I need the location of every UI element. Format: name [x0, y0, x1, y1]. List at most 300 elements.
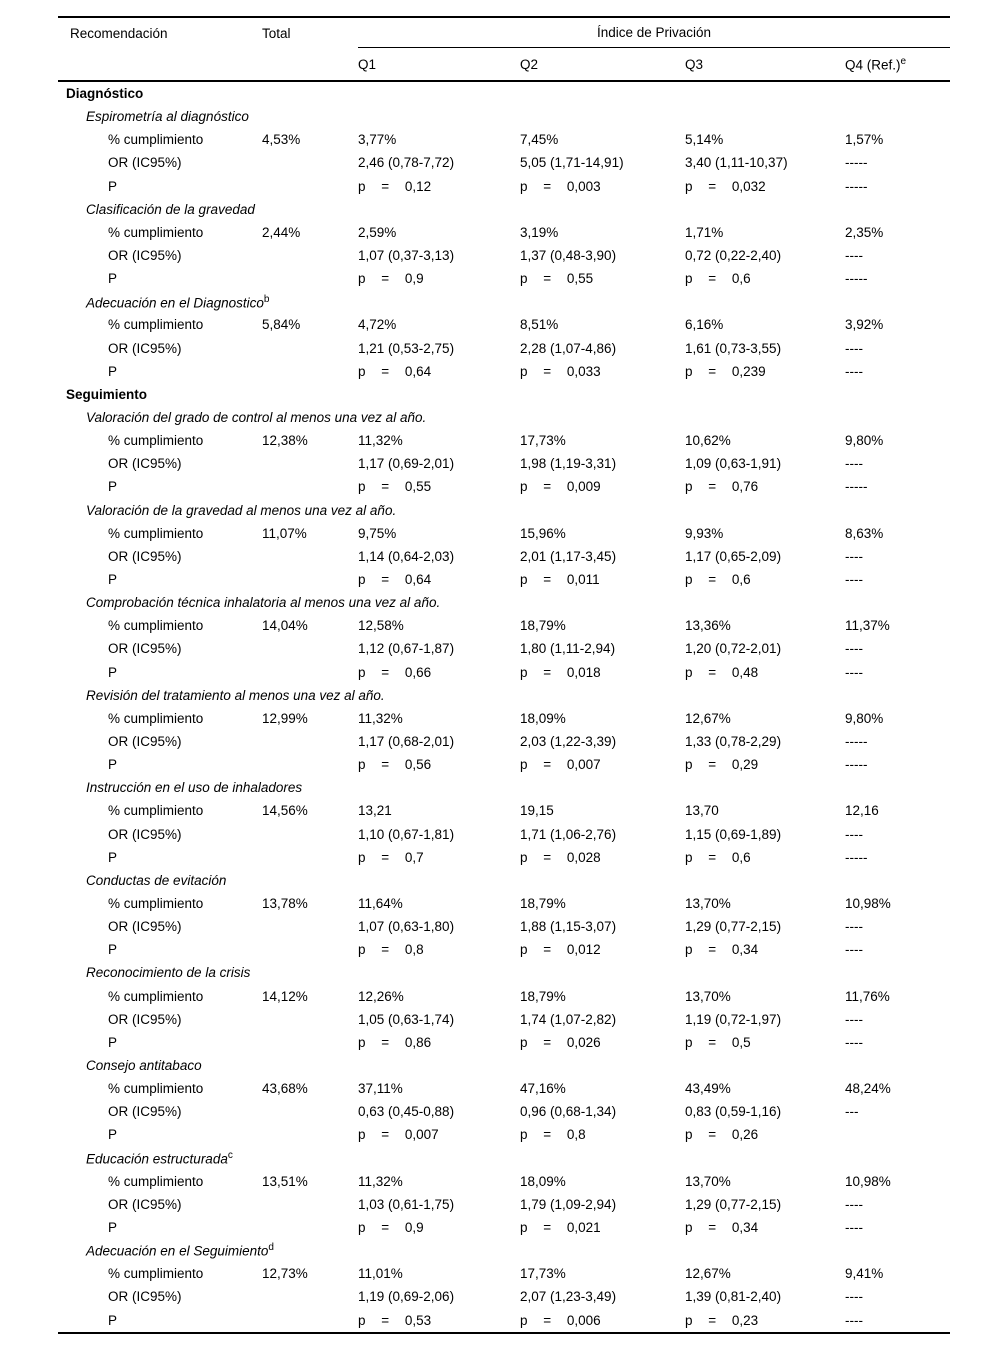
q3-cell: 13,36% — [685, 618, 731, 634]
row-label: P — [108, 363, 118, 379]
q2-cell: 18,79% — [520, 988, 566, 1004]
q3-cell: 10,62% — [685, 433, 731, 449]
q2-cell: 5,05 (1,71-14,91) — [520, 155, 624, 171]
row-label: OR (IC95%) — [108, 155, 182, 171]
table-row — [58, 128, 950, 151]
q4-cell: ---- — [845, 1196, 863, 1212]
table-row — [58, 313, 950, 336]
table-row — [58, 452, 950, 475]
table-row — [58, 1008, 950, 1031]
row-label: OR (IC95%) — [108, 548, 182, 564]
table-row — [58, 1031, 950, 1054]
item-row — [58, 198, 950, 221]
table-row — [58, 475, 950, 498]
table-row — [58, 1262, 950, 1285]
table-header-row-2 — [58, 48, 950, 80]
q2-cell: p = 0,009 — [520, 479, 601, 495]
table-row — [58, 568, 950, 591]
item-name-superscript: d — [268, 1242, 274, 1254]
row-label: % cumplimiento — [108, 1081, 204, 1097]
item-name — [58, 202, 950, 217]
q3-cell: 13,70% — [685, 895, 731, 911]
q3-cell: 0,72 (0,22-2,40) — [685, 248, 782, 264]
q4-cell: ---- — [845, 1219, 863, 1235]
item-name — [58, 965, 950, 980]
q4-cell: ----- — [845, 155, 868, 171]
q4-cell: 10,98% — [845, 895, 891, 911]
table-row — [58, 429, 950, 452]
row-label: % cumplimiento — [108, 618, 204, 634]
total-cell: 14,56% — [262, 803, 308, 819]
q4-cell: ---- — [845, 1034, 863, 1050]
q1-cell: p = 0,53 — [358, 1312, 432, 1328]
q1-cell: 4,72% — [358, 317, 397, 333]
header-q3 — [685, 57, 845, 72]
item-row — [58, 1054, 950, 1077]
q1-cell: p = 0,64 — [358, 572, 432, 588]
row-label: OR (IC95%) — [108, 1289, 182, 1305]
q1-cell: 37,11% — [358, 1081, 403, 1097]
q4-cell: ---- — [845, 340, 863, 356]
q4-cell: ---- — [845, 919, 863, 935]
q4-cell: ---- — [845, 664, 863, 680]
q4-cell: 9,80% — [845, 433, 884, 449]
q1-cell: p = 0,9 — [358, 1219, 424, 1235]
q1-cell: 1,07 (0,63-1,80) — [358, 919, 455, 935]
q1-cell: 11,01% — [358, 1266, 403, 1282]
q2-cell: 1,71 (1,06-2,76) — [520, 826, 617, 842]
section-title: Diagnóstico — [66, 86, 144, 102]
table-row — [58, 730, 950, 753]
row-label: % cumplimiento — [108, 710, 204, 726]
header-q1 — [358, 57, 520, 72]
row-label: % cumplimiento — [108, 224, 204, 240]
q4-cell: ---- — [845, 641, 863, 657]
q1-cell: p = 0,64 — [358, 363, 432, 379]
table-row — [58, 614, 950, 637]
total-cell: 43,68% — [262, 1081, 308, 1097]
q1-cell: 11,32% — [358, 710, 403, 726]
section-row — [58, 383, 950, 406]
table-row — [58, 244, 950, 267]
q3-cell: 9,93% — [685, 525, 724, 541]
table-row — [58, 846, 950, 869]
q2-cell: p = 0,012 — [520, 942, 601, 958]
q1-cell: 1,17 (0,69-2,01) — [358, 456, 455, 472]
total-cell: 2,44% — [262, 224, 301, 240]
q1-cell: 11,64% — [358, 895, 403, 911]
q2-cell: 15,96% — [520, 525, 566, 541]
q2-cell: 17,73% — [520, 1266, 566, 1282]
header-q2-label: Q2 — [520, 56, 539, 72]
q3-cell: 1,71% — [685, 224, 724, 240]
table-row — [58, 1123, 950, 1146]
q4-cell: ---- — [845, 248, 863, 264]
table-row — [58, 221, 950, 244]
q1-cell: 1,07 (0,37-3,13) — [358, 248, 455, 264]
header-q4-label: Q4 (Ref.) — [845, 57, 901, 73]
table-row — [58, 892, 950, 915]
total-cell: 12,38% — [262, 433, 308, 449]
q1-cell: p = 0,66 — [358, 664, 432, 680]
q3-cell: 13,70% — [685, 988, 731, 1004]
table-body — [58, 82, 950, 1332]
q3-cell: 0,83 (0,59-1,16) — [685, 1104, 782, 1120]
table-row — [58, 915, 950, 938]
row-label: OR (IC95%) — [108, 826, 182, 842]
item-name — [58, 1058, 950, 1073]
q3-cell: 1,20 (0,72-2,01) — [685, 641, 782, 657]
q2-cell: 2,07 (1,23-3,49) — [520, 1289, 617, 1305]
item-name — [58, 1150, 950, 1167]
row-label: P — [108, 1127, 118, 1143]
table-row — [58, 661, 950, 684]
total-cell: 12,99% — [262, 710, 308, 726]
q3-cell: 5,14% — [685, 132, 724, 148]
item-row — [58, 684, 950, 707]
q4-cell: ---- — [845, 1011, 863, 1027]
row-label: % cumplimiento — [108, 317, 204, 333]
q4-cell: 3,92% — [845, 317, 884, 333]
row-label: P — [108, 757, 118, 773]
q4-cell: 10,98% — [845, 1173, 891, 1189]
q1-cell: p = 0,86 — [358, 1034, 432, 1050]
total-cell: 4,53% — [262, 132, 301, 148]
table-bottom-rule — [58, 1332, 950, 1334]
item-name — [58, 595, 950, 610]
q2-cell: p = 0,011 — [520, 572, 600, 588]
item-row — [58, 869, 950, 892]
total-cell: 14,12% — [262, 988, 308, 1004]
row-label: OR (IC95%) — [108, 248, 182, 264]
header-q2 — [520, 57, 685, 72]
item-row — [58, 406, 950, 429]
item-row — [58, 591, 950, 614]
item-name-text: Adecuación en el Seguimiento — [86, 1243, 269, 1259]
q1-cell: 2,46 (0,78-7,72) — [358, 155, 455, 171]
q2-cell: 1,98 (1,19-3,31) — [520, 456, 617, 472]
item-name-text: Clasificación de la gravedad — [86, 201, 255, 217]
table-row — [58, 175, 950, 198]
q2-cell: 18,09% — [520, 710, 566, 726]
q4-cell: ----- — [845, 734, 868, 749]
row-label: % cumplimiento — [108, 1266, 204, 1282]
q2-cell: 47,16% — [520, 1081, 566, 1097]
row-label: P — [108, 178, 118, 194]
q4-cell: ---- — [845, 1312, 863, 1328]
row-label: P — [108, 572, 118, 588]
header-recommendation: Recomendación — [70, 25, 168, 41]
row-label: % cumplimiento — [108, 525, 204, 541]
q2-cell: 2,01 (1,17-3,45) — [520, 548, 617, 564]
total-cell: 13,51% — [262, 1173, 308, 1189]
q4-cell: 2,35% — [845, 224, 884, 240]
q4-cell: 48,24% — [845, 1081, 891, 1097]
q1-cell: 1,05 (0,63-1,74) — [358, 1011, 455, 1027]
row-label: OR (IC95%) — [108, 734, 182, 749]
q1-cell: 11,32% — [358, 433, 403, 449]
item-name-text: Reconocimiento de la crisis — [86, 965, 251, 981]
table-row — [58, 984, 950, 1007]
header-deprivation-index-group: Índice de Privación — [358, 18, 950, 48]
item-name-text: Conductas de evitación — [86, 872, 227, 888]
q2-cell: 1,88 (1,15-3,07) — [520, 919, 617, 935]
q3-cell: 13,70% — [685, 1173, 731, 1189]
q3-cell: 1,39 (0,81-2,40) — [685, 1289, 782, 1305]
item-name — [58, 109, 950, 124]
row-label: % cumplimiento — [108, 895, 204, 911]
item-name-text: Adecuación en el Diagnostico — [86, 295, 264, 311]
q3-cell: 1,19 (0,72-1,97) — [685, 1011, 782, 1027]
q3-cell: 1,33 (0,78-2,29) — [685, 734, 782, 749]
item-name — [58, 688, 950, 703]
item-name — [58, 294, 950, 311]
q2-cell: 0,96 (0,68-1,34) — [520, 1104, 617, 1120]
q3-cell: 1,17 (0,65-2,09) — [685, 548, 782, 564]
q3-cell: 1,15 (0,69-1,89) — [685, 826, 782, 842]
q2-cell: p = 0,026 — [520, 1034, 601, 1050]
q4-cell: ----- — [845, 849, 868, 865]
q2-cell: 17,73% — [520, 433, 566, 449]
total-cell: 11,07% — [262, 525, 307, 541]
q4-cell: 9,41% — [845, 1266, 884, 1282]
q4-cell: 11,76% — [845, 988, 890, 1004]
item-name-text: Revisión del tratamiento al menos una vez al año. — [86, 687, 385, 703]
header-q3-label: Q3 — [685, 56, 704, 72]
q2-cell: 8,51% — [520, 317, 559, 333]
section-title: Seguimiento — [66, 386, 148, 402]
table-row — [58, 267, 950, 290]
q1-cell: p = 0,007 — [358, 1127, 439, 1143]
row-label: OR (IC95%) — [108, 641, 182, 657]
table-row — [58, 151, 950, 174]
q2-cell: 18,79% — [520, 895, 566, 911]
q1-cell: 1,12 (0,67-1,87) — [358, 641, 455, 657]
item-name-text: Comprobación técnica inhalatoria al menos una vez al año. — [86, 595, 441, 611]
item-name — [58, 873, 950, 888]
item-row — [58, 776, 950, 799]
item-row — [58, 499, 950, 522]
row-label: P — [108, 1312, 118, 1328]
q2-cell: 7,45% — [520, 132, 559, 148]
q3-cell: p = 0,23 — [685, 1312, 759, 1328]
q2-cell: 18,09% — [520, 1173, 566, 1189]
item-name — [58, 1242, 950, 1259]
q3-cell: p = 0,6 — [685, 849, 751, 865]
header-total: Total — [262, 25, 291, 41]
table-row — [58, 799, 950, 822]
section-row — [58, 82, 950, 105]
q3-cell: 1,09 (0,63-1,91) — [685, 456, 782, 472]
item-name — [58, 780, 950, 795]
table-row — [58, 1100, 950, 1123]
q1-cell: 9,75% — [358, 525, 397, 541]
q1-cell: 11,32% — [358, 1173, 403, 1189]
q2-cell: 1,80 (1,11-2,94) — [520, 641, 616, 657]
q1-cell: p = 0,12 — [358, 178, 432, 194]
q4-cell: ---- — [845, 456, 863, 472]
q2-cell: 2,28 (1,07-4,86) — [520, 340, 617, 356]
q3-cell: p = 0,5 — [685, 1034, 751, 1050]
q3-cell: 43,49% — [685, 1081, 731, 1097]
q3-cell: p = 0,76 — [685, 479, 759, 495]
q3-cell: p = 0,29 — [685, 757, 759, 773]
q3-cell: 1,29 (0,77-2,15) — [685, 1196, 782, 1212]
q2-cell: 2,03 (1,22-3,39) — [520, 734, 617, 749]
q3-cell: p = 0,6 — [685, 271, 751, 287]
q2-cell: p = 0,006 — [520, 1312, 601, 1328]
item-name — [58, 503, 950, 518]
q4-cell: ----- — [845, 479, 868, 495]
item-row — [58, 290, 950, 313]
table-row — [58, 522, 950, 545]
q1-cell: 1,03 (0,61-1,75) — [358, 1196, 455, 1212]
q2-cell: p = 0,8 — [520, 1127, 586, 1143]
total-cell: 14,04% — [262, 618, 308, 634]
q4-cell: ---- — [845, 363, 863, 379]
q4-cell: --- — [845, 1104, 859, 1120]
q4-cell: ---- — [845, 826, 863, 842]
q2-cell: 19,15 — [520, 803, 554, 819]
item-name-superscript: b — [263, 293, 270, 305]
item-name-text: Valoración de la gravedad al menos una vez al año. — [86, 502, 397, 518]
q4-cell: ---- — [845, 942, 863, 958]
row-label: % cumplimiento — [108, 988, 204, 1004]
row-label: P — [108, 1034, 118, 1050]
row-label: P — [108, 664, 118, 680]
q2-cell: 18,79% — [520, 618, 566, 634]
item-row — [58, 961, 950, 984]
q3-cell: 1,29 (0,77-2,15) — [685, 919, 782, 935]
q2-cell: p = 0,021 — [520, 1219, 601, 1235]
q1-cell: 13,21 — [358, 803, 392, 819]
q4-cell: 11,37% — [845, 618, 890, 634]
header-q4 — [845, 56, 950, 73]
q3-cell: p = 0,239 — [685, 363, 766, 379]
item-name-superscript: c — [227, 1149, 233, 1161]
row-label: OR (IC95%) — [108, 1011, 182, 1027]
q3-cell: 6,16% — [685, 317, 724, 333]
item-name-text: Consejo antitabaco — [86, 1057, 202, 1073]
q3-cell: 12,67% — [685, 1266, 731, 1282]
row-label: P — [108, 942, 118, 958]
item-row — [58, 105, 950, 128]
q1-cell: p = 0,55 — [358, 479, 432, 495]
table-row — [58, 753, 950, 776]
q1-cell: 3,77% — [358, 132, 397, 148]
q2-cell: p = 0,55 — [520, 271, 594, 287]
row-label: P — [108, 849, 118, 865]
row-label: OR (IC95%) — [108, 456, 182, 472]
row-label: OR (IC95%) — [108, 1196, 182, 1212]
q4-cell: 9,80% — [845, 710, 884, 726]
q1-cell: p = 0,8 — [358, 942, 424, 958]
q2-cell: 1,74 (1,07-2,82) — [520, 1011, 617, 1027]
q4-cell: ---- — [845, 1289, 863, 1305]
table-row — [58, 938, 950, 961]
item-name-text: Valoración del grado de control al menos una vez al año. — [86, 410, 427, 426]
table-row — [58, 1170, 950, 1193]
q2-cell: p = 0,003 — [520, 178, 601, 194]
q1-cell: 12,58% — [358, 618, 404, 634]
q2-cell: 3,19% — [520, 224, 559, 240]
table-row — [58, 1193, 950, 1216]
q1-cell: p = 0,56 — [358, 757, 432, 773]
table-row — [58, 1308, 950, 1331]
item-name-text: Educación estructurada — [86, 1151, 228, 1167]
row-label: % cumplimiento — [108, 1173, 204, 1189]
table-header-row-1 — [58, 18, 950, 48]
q3-cell: p = 0,6 — [685, 572, 751, 588]
q3-cell: 13,70 — [685, 803, 719, 819]
q4-cell: 8,63% — [845, 525, 884, 541]
q1-cell: 12,26% — [358, 988, 404, 1004]
q3-cell: 12,67% — [685, 710, 731, 726]
q1-cell: 1,10 (0,67-1,81) — [358, 826, 455, 842]
row-label: % cumplimiento — [108, 803, 204, 819]
row-label: % cumplimiento — [108, 433, 204, 449]
total-cell: 12,73% — [262, 1266, 308, 1282]
q1-cell: 1,19 (0,69-2,06) — [358, 1289, 455, 1305]
table-row — [58, 637, 950, 660]
row-label: % cumplimiento — [108, 132, 204, 148]
item-name-text: Espirometría al diagnóstico — [86, 109, 249, 125]
header-q4-superscript: e — [900, 55, 907, 67]
table-row — [58, 1077, 950, 1100]
q2-cell: p = 0,028 — [520, 849, 601, 865]
table-row — [58, 823, 950, 846]
row-label: OR (IC95%) — [108, 919, 182, 935]
row-label: P — [108, 1219, 118, 1235]
total-cell: 13,78% — [262, 895, 308, 911]
q1-cell: 2,59% — [358, 224, 397, 240]
row-label: OR (IC95%) — [108, 340, 182, 356]
q1-cell: 1,21 (0,53-2,75) — [358, 340, 455, 356]
q3-cell: 1,61 (0,73-3,55) — [685, 340, 782, 356]
table-row — [58, 1216, 950, 1239]
table-row — [58, 360, 950, 383]
table-row — [58, 337, 950, 360]
row-label: P — [108, 479, 118, 495]
q3-cell: p = 0,032 — [685, 178, 766, 194]
q2-cell: 1,79 (1,09-2,94) — [520, 1196, 617, 1212]
item-name — [58, 410, 950, 425]
table-row — [58, 1285, 950, 1308]
row-label: OR (IC95%) — [108, 1104, 182, 1120]
item-name-text: Instrucción en el uso de inhaladores — [86, 780, 303, 796]
q3-cell: p = 0,48 — [685, 664, 759, 680]
table-row — [58, 545, 950, 568]
q4-cell: 12,16 — [845, 803, 879, 819]
q2-cell: p = 0,018 — [520, 664, 601, 680]
table-row — [58, 707, 950, 730]
q1-cell: 1,14 (0,64-2,03) — [358, 548, 455, 564]
q3-cell: p = 0,26 — [685, 1127, 759, 1143]
q4-cell: 1,57% — [845, 132, 884, 148]
q4-cell: ----- — [845, 178, 868, 194]
item-row — [58, 1239, 950, 1262]
row-label: P — [108, 271, 118, 287]
q1-cell: p = 0,9 — [358, 271, 424, 287]
q3-cell: p = 0,34 — [685, 942, 759, 958]
item-row — [58, 1146, 950, 1169]
q2-cell: 1,37 (0,48-3,90) — [520, 248, 617, 264]
q4-cell: ----- — [845, 271, 868, 287]
q3-cell: p = 0,34 — [685, 1219, 759, 1235]
q1-cell: p = 0,7 — [358, 849, 424, 865]
q4-cell: ---- — [845, 572, 863, 588]
header-q1-label: Q1 — [358, 56, 377, 72]
